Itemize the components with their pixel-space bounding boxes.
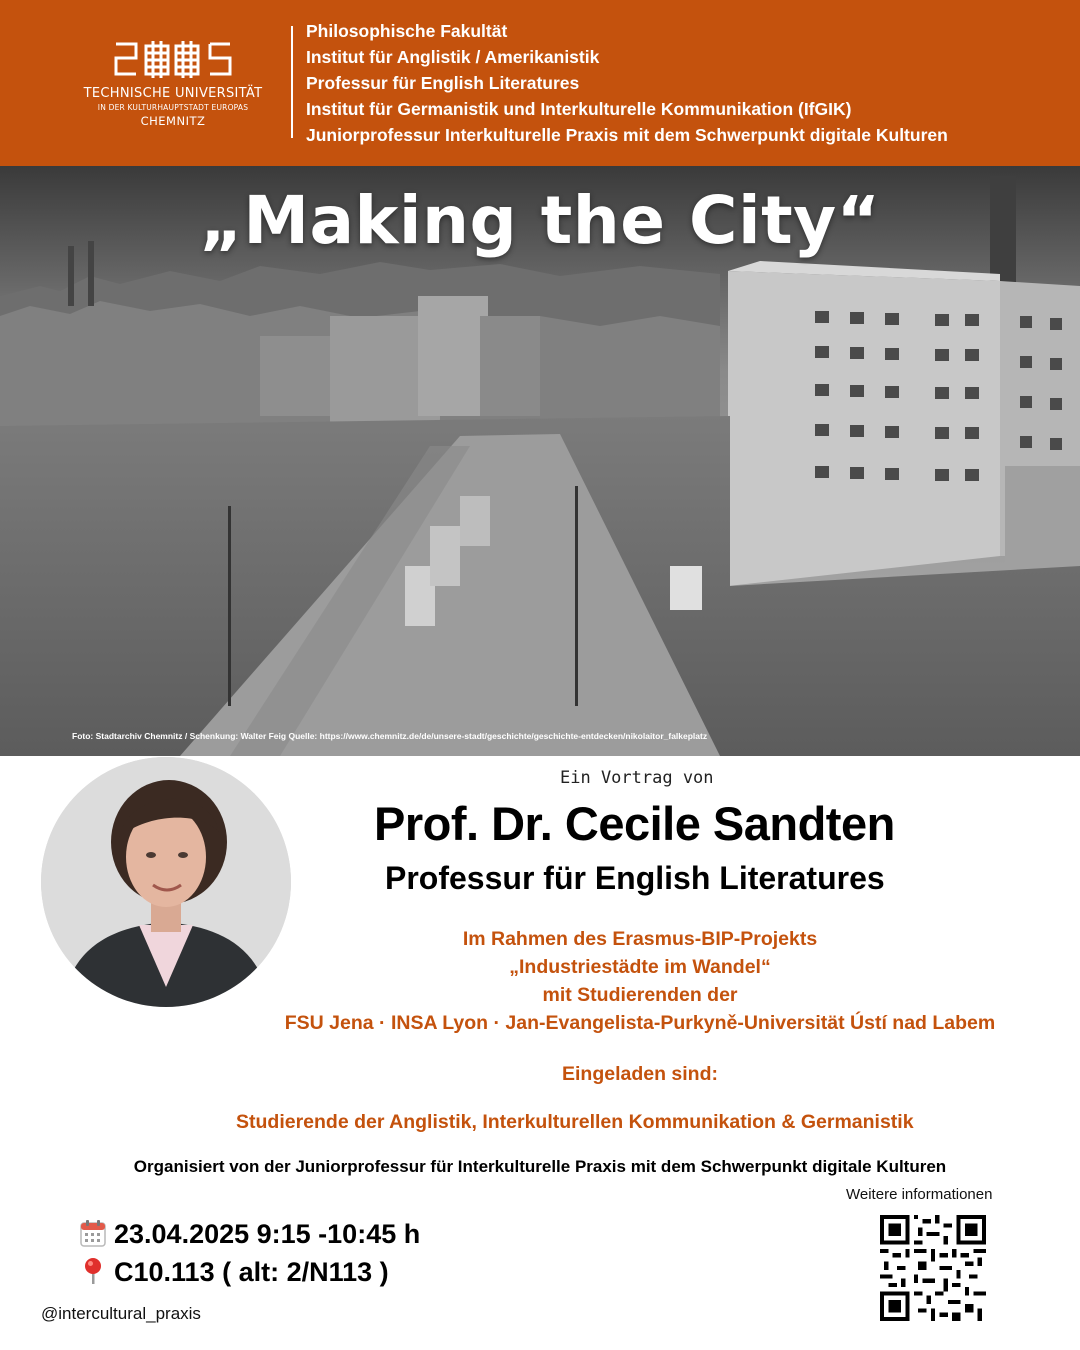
project-line: Im Rahmen des Erasmus-BIP-Projekts xyxy=(462,928,818,950)
speaker-name: Prof. Dr. Cecile Sandten xyxy=(374,797,895,850)
invited-label: Eingeladen sind: xyxy=(561,1063,719,1085)
university-logo xyxy=(78,38,268,129)
institution-line: Juniorprofessur Interkulturelle Praxis mit dem Schwerpunkt digitale Kulturen xyxy=(306,125,948,145)
project-name: „Industriestädte im Wandel“ xyxy=(509,956,771,978)
tu-chemnitz-logo-mark xyxy=(114,38,232,80)
logo-city: CHEMNITZ xyxy=(140,114,206,128)
organizer-note: Organisiert von der Juniorprofessur für Interkulturelle Praxis mit dem Schwerpunkt digitale Kulturen xyxy=(133,1157,947,1176)
header-divider xyxy=(291,26,293,138)
qr-code[interactable] xyxy=(880,1215,986,1321)
event-date-time xyxy=(80,1219,420,1250)
institution-line: Institut für Anglistik / Amerikanistik xyxy=(306,47,600,67)
institution-line: Institut für Germanistik und Interkulturelle Kommunikation (IfGIK) xyxy=(306,99,852,119)
event-room xyxy=(80,1257,389,1288)
logo-subtitle: IN DER KULTURHAUPTSTADT EUROPAS xyxy=(97,103,249,112)
photo-credit: Foto: Stadtarchiv Chemnitz / Schenkung: Walter Feig Quelle: https://www.chemnitz.de/de/unsere-stadt/geschichte/geschichte-entdecken/nikolaitor_falkeplatz xyxy=(72,731,708,741)
invited-audience: Studierende der Anglistik, Interkulturellen Kommunikation & Germanistik xyxy=(236,1111,914,1133)
speaker-chair: Professur für English Literatures xyxy=(385,860,885,896)
logo-university-name: TECHNISCHE UNIVERSITÄT xyxy=(83,86,263,101)
date-time-text: 23.04.2025 9:15 -10:45 h xyxy=(114,1219,421,1249)
more-info-label: Weitere informationen xyxy=(846,1186,993,1203)
event-title: „Making the City“ xyxy=(199,182,881,259)
room-text: C10.113 ( alt: 2/N113 ) xyxy=(114,1257,389,1287)
header-banner xyxy=(0,0,1080,166)
calendar-icon xyxy=(80,1219,106,1247)
institution-line: Professur für English Literatures xyxy=(306,73,580,93)
project-line: mit Studierenden der xyxy=(542,984,738,1006)
project-info xyxy=(250,925,1030,1037)
institution-list xyxy=(306,18,948,148)
institution-line: Philosophische Fakultät xyxy=(306,21,508,41)
talk-intro: Ein Vortrag von xyxy=(560,768,714,788)
partner-universities: FSU Jena · INSA Lyon · Jan-Evangelista-Purkyně-Universität Ústí nad Labem xyxy=(284,1012,996,1034)
location-pin-icon xyxy=(80,1257,106,1285)
social-handle[interactable]: @intercultural_praxis xyxy=(41,1304,201,1323)
